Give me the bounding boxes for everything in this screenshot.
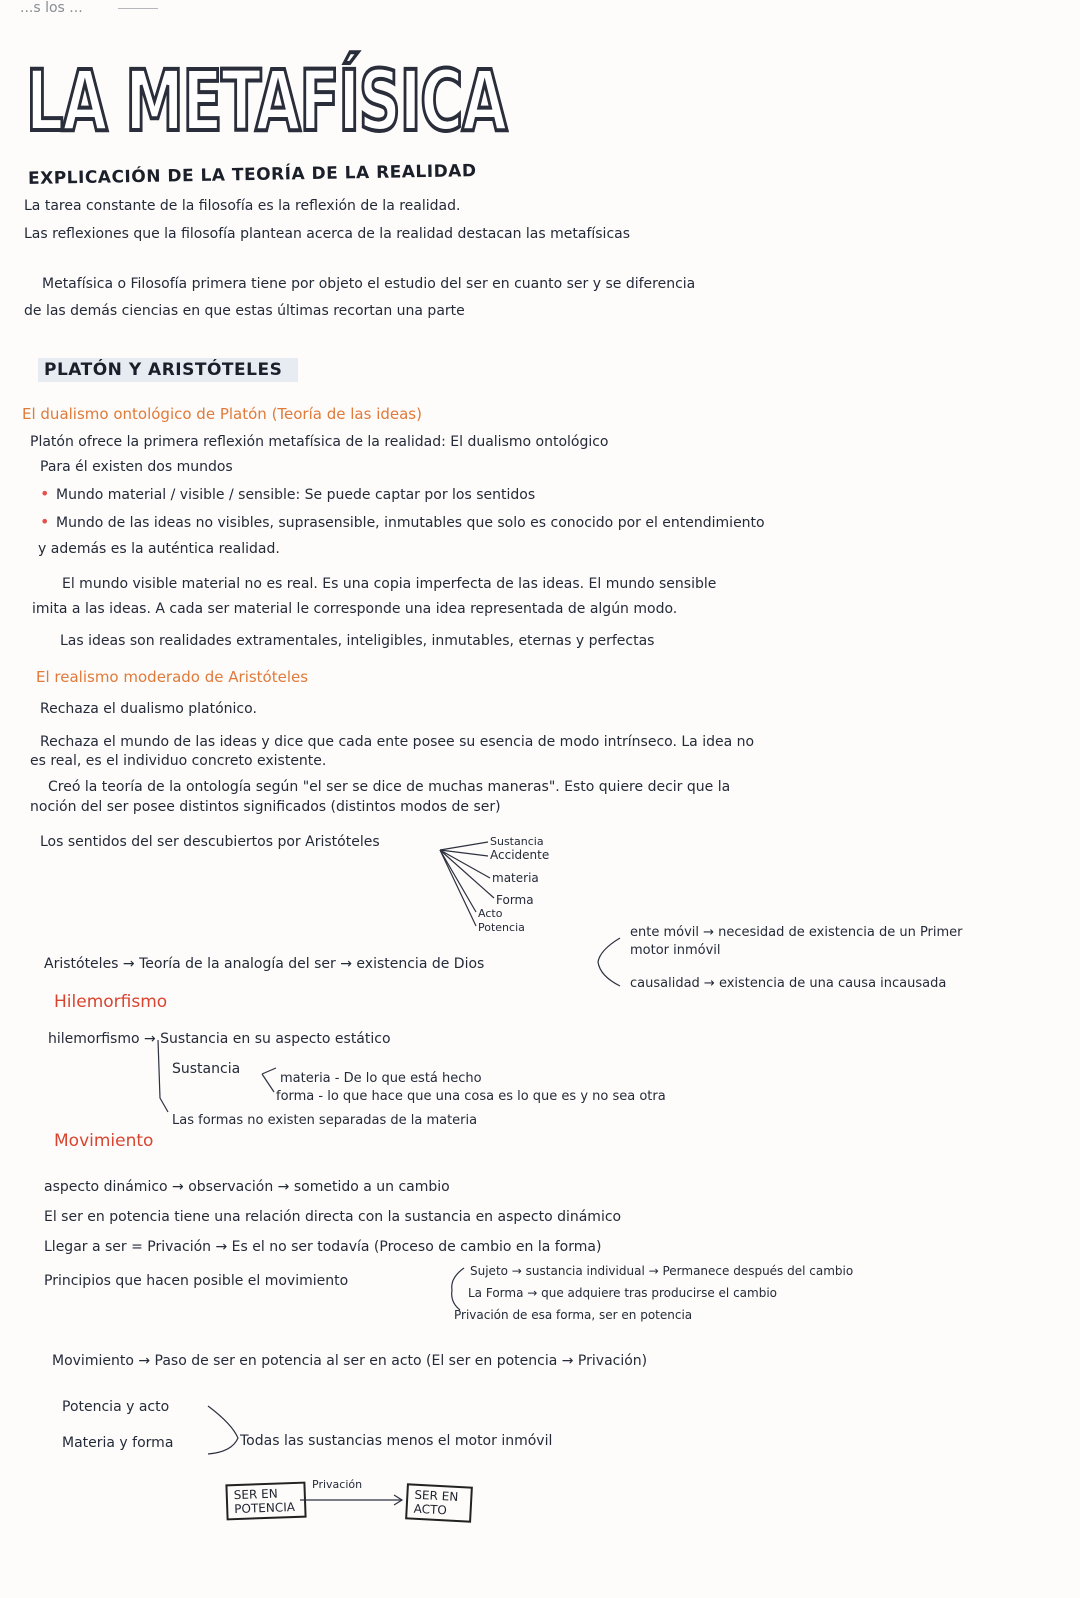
text-line: noción del ser posee distintos significados (distintos modos de ser) (30, 799, 501, 815)
text-line: Rechaza el mundo de las ideas y dice que cada ente posee su esencia de modo intrínseco. La idea no (40, 734, 755, 750)
text-line: La tarea constante de la filosofía es la reflexión de la realidad. (24, 198, 461, 214)
branch-item: Sustancia (490, 835, 544, 848)
subheading-aristoteles: El realismo moderado de Aristóteles (36, 668, 309, 686)
branch-item: La Forma → que adquiere tras producirse el cambio (468, 1286, 778, 1300)
bullet-icon: • (40, 512, 50, 531)
branch-item: Potencia (478, 921, 525, 934)
text-line: Las ideas son realidades extramentales, inteligibles, inmutables, eternas y perfectas (60, 633, 655, 649)
text-line: Para él existen dos mundos (40, 459, 233, 475)
text-line: Sustancia (172, 1061, 241, 1077)
branch-item: causalidad → existencia de una causa incausada (630, 976, 947, 991)
text-line: forma - lo que hace que una cosa es lo que es y no sea otra (276, 1089, 666, 1104)
arrow-label: Privación (312, 1478, 363, 1491)
branch-item: Accidente (490, 848, 550, 862)
ser-en-potencia-box: SER EN POTENCIA (225, 1482, 306, 1521)
text-line: y además es la auténtica realidad. (38, 541, 280, 557)
corner-fragment: ...s los ... (20, 0, 83, 16)
divider (118, 8, 158, 9)
text-line: Potencia y acto (62, 1399, 170, 1415)
branch-item: Acto (478, 907, 503, 920)
section-heading-explicacion: EXPLICACIÓN DE LA TEORÍA DE LA REALIDAD (27, 161, 477, 189)
ser-en-acto-box: SER EN ACTO (405, 1483, 473, 1522)
branch-item: Forma (496, 893, 534, 907)
text-line: es real, es el individuo concreto existente. (30, 753, 327, 769)
text-line: Materia y forma (62, 1435, 174, 1451)
text-line: Las formas no existen separadas de la materia (172, 1113, 478, 1128)
subheading-movimiento: Movimiento (54, 1131, 154, 1151)
text-line: de las demás ciencias en que estas últimas recortan una parte (24, 303, 465, 319)
text-line: Las reflexiones que la filosofía plantean acerca de la realidad destacan las metafísicas (24, 226, 631, 242)
text-line: Creó la teoría de la ontología según "el ser se dice de muchas maneras". Esto quiere decir que la (48, 779, 731, 795)
section-heading-platon-aristoteles: PLATÓN Y ARISTÓTELES (38, 358, 298, 382)
branch-item: Privación de esa forma, ser en potencia (454, 1308, 693, 1322)
branch-item: Sujeto → sustancia individual → Permanece después del cambio (470, 1264, 854, 1278)
text-line: El mundo visible material no es real. Es una copia imperfecta de las ideas. El mundo sensible (62, 576, 717, 592)
branch-item: materia (492, 871, 539, 885)
bullet-icon: • (40, 484, 50, 503)
text-line: Principios que hacen posible el movimiento (44, 1273, 349, 1289)
text-line: hilemorfismo → Sustancia en su aspecto estático (48, 1031, 391, 1047)
text-line: Movimiento → Paso de ser en potencia al ser en acto (El ser en potencia → Privación) (52, 1353, 648, 1369)
branch-item: ente móvil → necesidad de existencia de un Primer motor inmóvil (630, 925, 963, 958)
page-title (22, 30, 522, 150)
text-line: Rechaza el dualismo platónico. (40, 701, 257, 717)
text-line: Mundo material / visible / sensible: Se puede captar por los sentidos (56, 487, 536, 503)
text-line: aspecto dinámico → observación → sometido a un cambio (44, 1179, 450, 1195)
text-line: Los sentidos del ser descubiertos por Aristóteles (40, 834, 380, 850)
text-line: Aristóteles → Teoría de la analogía del ser → existencia de Dios (44, 956, 485, 972)
subheading-hilemorfismo: Hilemorfismo (54, 992, 168, 1012)
text-line: El ser en potencia tiene una relación directa con la sustancia en aspecto dinámico (44, 1209, 622, 1225)
text-line: Platón ofrece la primera reflexión metafísica de la realidad: El dualismo ontológico (30, 434, 609, 450)
title-text: LA METAFÍSICA (26, 52, 508, 150)
text-line: Mundo de las ideas no visibles, suprasensible, inmutables que solo es conocido por el entendimiento (56, 515, 765, 531)
text-line: imita a las ideas. A cada ser material le corresponde una idea representada de algún modo. (32, 601, 678, 617)
subheading-platon: El dualismo ontológico de Platón (Teoría de las ideas) (22, 405, 422, 423)
text-line: Todas las sustancias menos el motor inmóvil (240, 1433, 553, 1449)
text-line: materia - De lo que está hecho (280, 1071, 482, 1086)
text-line: Metafísica o Filosofía primera tiene por objeto el estudio del ser en cuanto ser y se diferencia (42, 276, 696, 292)
text-line: Llegar a ser = Privación → Es el no ser todavía (Proceso de cambio en la forma) (44, 1239, 602, 1255)
